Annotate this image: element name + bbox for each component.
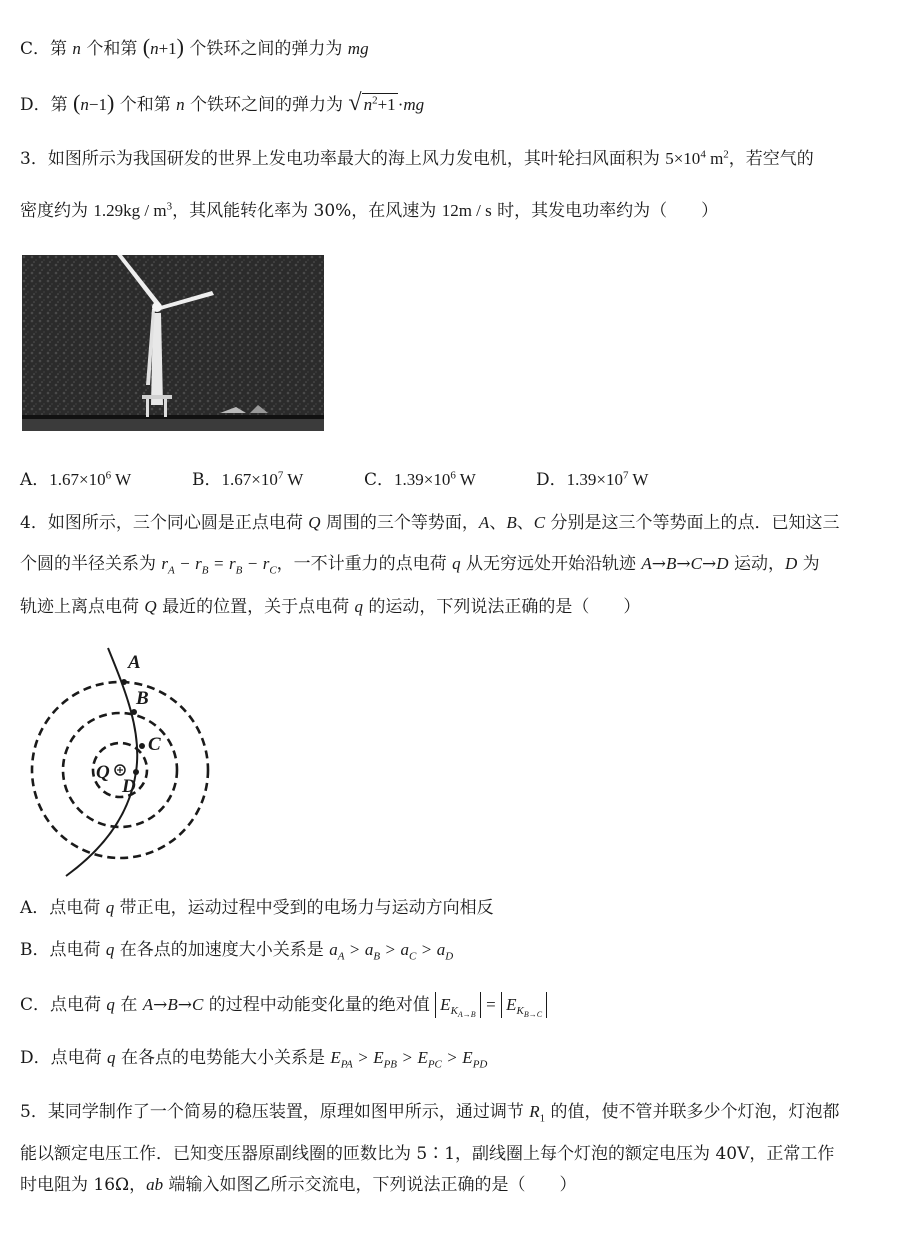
- q3-option-d: D．$1.39\times 10^7$ W: [536, 469, 649, 490]
- label-c: C: [148, 734, 161, 755]
- q5-stem-line1: 5．某同学制作了一个简易的稳压装置，原理如图甲所示，通过调节 $R_1$ 的值，使不管并联多少个灯泡，灯泡都: [20, 1102, 840, 1125]
- q2-option-c-text: C．第 n 个和第 (n+1) 个铁环之间的弹力为 mg: [20, 34, 369, 59]
- q2-option-d: D．第 (n−1) 个和第 n 个铁环之间的弹力为 √ $n^2+1 \cdot mg$: [20, 90, 425, 116]
- q3-option-c: C．$1.39\times 10^6$ W: [364, 469, 476, 490]
- q4-stem-line3: 轨迹上离点电荷 Q 最近的位置，关于点电荷 q 的运动，下列说法正确的是（ ）: [20, 597, 641, 617]
- point-c-dot: [139, 743, 145, 749]
- q4-stem-line2: 个圆的半径关系为 $r_A - r_B = r_B - r_C$，一不计重力的点电荷 q 从无穷远处开始沿轨迹 A→B→C→D 运动，D 为: [20, 554, 820, 577]
- equipotential-diagram: [24, 642, 220, 878]
- label-d: D: [122, 776, 136, 797]
- q5-stem-line3: 时电阻为 16Ω，ab 端输入如图乙所示交流电，下列说法正确的是（ ）: [20, 1175, 577, 1195]
- q4-stem-line1: 4．如图所示，三个同心圆是正点电荷 Q 周围的三个等势面，A、B、C 分别是这三个等势面上的点．已知这三: [20, 513, 840, 533]
- q4-option-b: B．点电荷 q 在各点的加速度大小关系是 $a_A > a_B > a_C > a_D$: [20, 940, 454, 963]
- q3-option-b: B．$1.67\times 10^7$ W: [192, 469, 304, 490]
- q3-option-a: A．$1.67\times 10^6$ W: [20, 469, 132, 490]
- q3-options: [20, 467, 880, 493]
- q3-stem-line2: 密度约为 $1.29kg / m^3$，其风能转化率为 30%，在风速为 12m / s 时，其发电功率约为（ ）: [20, 200, 719, 221]
- point-d-dot: [133, 769, 139, 775]
- q2-option-c: [20, 34, 369, 62]
- q3-stem-line1: 3．如图所示为我国研发的世界上发电功率最大的海上风力发电机，其叶轮扫风面积为 $5\times 10^4$ $m^2$，若空气的: [20, 148, 814, 169]
- point-b-dot: [131, 709, 137, 715]
- wind-turbine-photo: [22, 255, 324, 431]
- label-q: Q: [96, 762, 110, 783]
- q5-stem-line2: 能以额定电压工作．已知变压器原副线圈的匝数比为 5∶1，副线圈上每个灯泡的额定电压为 40V，正常工作: [20, 1144, 835, 1164]
- point-a-dot: [121, 679, 127, 685]
- label-b: B: [136, 688, 149, 709]
- label-a: A: [128, 652, 141, 673]
- q4-option-c: C．点电荷 q 在 A→B→C 的过程中动能变化量的绝对值 $E_{K_{A\to B}} = E_{K_{B\to C}}$: [20, 992, 547, 1018]
- q4-option-a: A．点电荷 q 带正电，运动过程中受到的电场力与运动方向相反: [20, 898, 494, 918]
- q4-option-d: D．点电荷 q 在各点的电势能大小关系是 $E_{PA} > E_{PB} > E_{PC} > E_{PD}$: [20, 1048, 488, 1071]
